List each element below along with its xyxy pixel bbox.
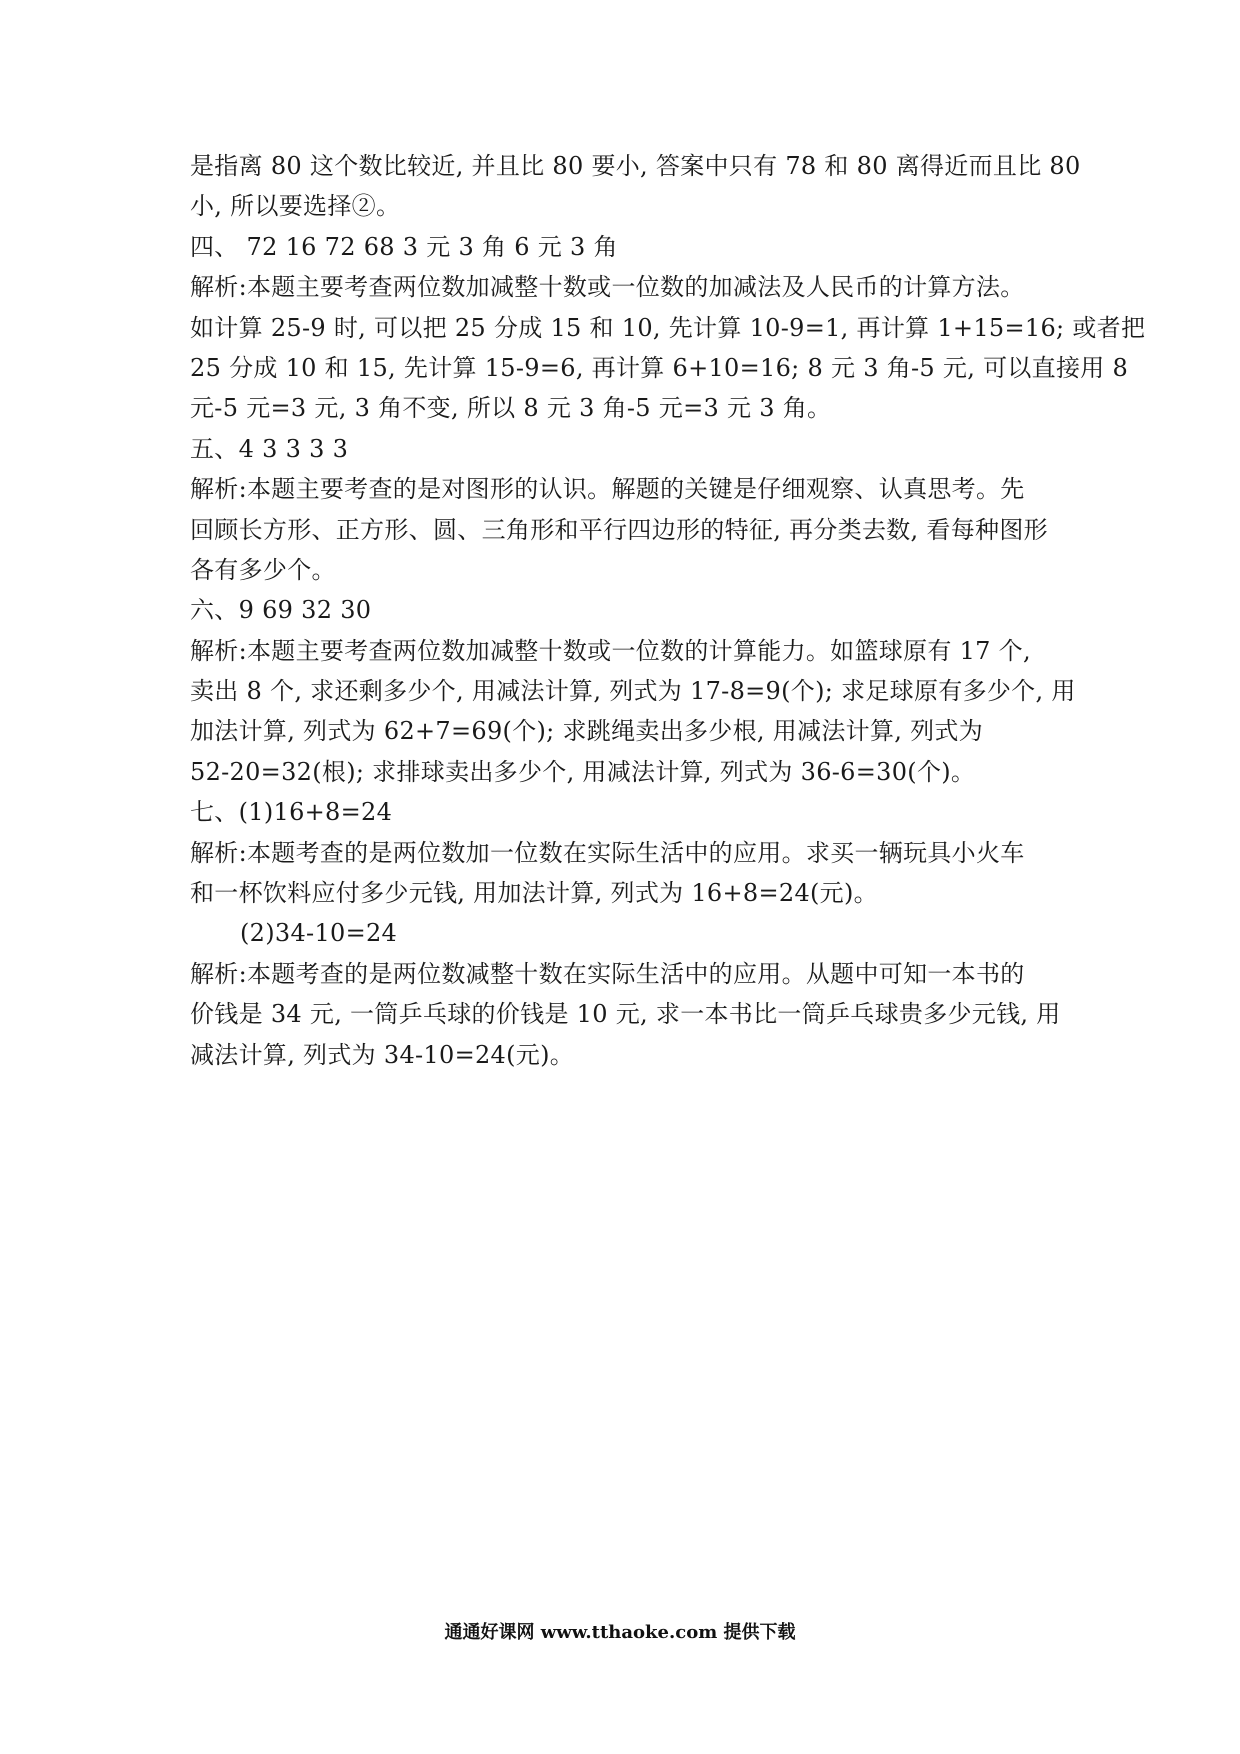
explanation-line: 如计算 25-9 时, 可以把 25 分成 15 和 10, 先计算 10-9=1, 再计算 1+15=16; 或者把 (190, 313, 1146, 342)
explanation-line: 解析:本题主要考查的是对图形的认识。解题的关键是仔细观察、认真思考。先 (190, 475, 1025, 504)
explanation-line: 价钱是 34 元, 一筒乒乓球的价钱是 10 元, 求一本书比一筒乒乓球贵多少元钱, 用 (190, 1000, 1061, 1029)
explanation-line: 解析:本题考查的是两位数减整十数在实际生活中的应用。从题中可知一本书的 (190, 959, 1025, 988)
answer-line-7-1: 七、(1)16+8=24 (190, 798, 393, 827)
explanation-line: 各有多少个。 (190, 555, 336, 584)
answer-line-5: 五、4 3 3 3 3 (190, 434, 349, 463)
explanation-line: 解析:本题考查的是两位数加一位数在实际生活中的应用。求买一辆玩具小火车 (190, 838, 1025, 867)
text-line: 小, 所以要选择②。 (190, 192, 401, 221)
document-body (190, 146, 1146, 1075)
explanation-line: 回顾长方形、正方形、圆、三角形和平行四边形的特征, 再分类去数, 看每种图形 (190, 515, 1048, 544)
explanation-line: 解析:本题主要考查两位数加减整十数或一位数的计算能力。如篮球原有 17 个, (190, 636, 1031, 665)
explanation-line: 元-5 元=3 元, 3 角不变, 所以 8 元 3 角-5 元=3 元 3 角。 (190, 394, 832, 423)
text-line: 是指离 80 这个数比较近, 并且比 80 要小, 答案中只有 78 和 80 离得近而且比 80 (190, 152, 1081, 180)
explanation-line: 减法计算, 列式为 34-10=24(元)。 (190, 1040, 575, 1069)
answer-line-4: 四、 72 16 72 68 3 元 3 角 6 元 3 角 (190, 232, 618, 261)
answer-line-7-2: (2)34-10=24 (240, 919, 398, 948)
explanation-line: 25 分成 10 和 15, 先计算 15-9=6, 再计算 6+10=16; 8 元 3 角-5 元, 可以直接用 8 (190, 353, 1129, 382)
explanation-line: 和一杯饮料应付多少元钱, 用加法计算, 列式为 16+8=24(元)。 (190, 879, 878, 908)
explanation-line: 卖出 8 个, 求还剩多少个, 用减法计算, 列式为 17-8=9(个); 求足球原有多少个, 用 (190, 677, 1076, 706)
explanation-line: 解析:本题主要考查两位数加减整十数或一位数的加减法及人民币的计算方法。 (190, 273, 1025, 302)
explanation-line: 加法计算, 列式为 62+7=69(个); 求跳绳卖出多少根, 用减法计算, 列式为 (190, 717, 984, 746)
explanation-line: 52-20=32(根); 求排球卖出多少个, 用减法计算, 列式为 36-6=30(个)。 (190, 757, 976, 786)
answer-line-6: 六、9 69 32 30 (190, 596, 372, 625)
footer-credit: 通通好课网 www.tthaoke.com 提供下载 (444, 1622, 796, 1643)
